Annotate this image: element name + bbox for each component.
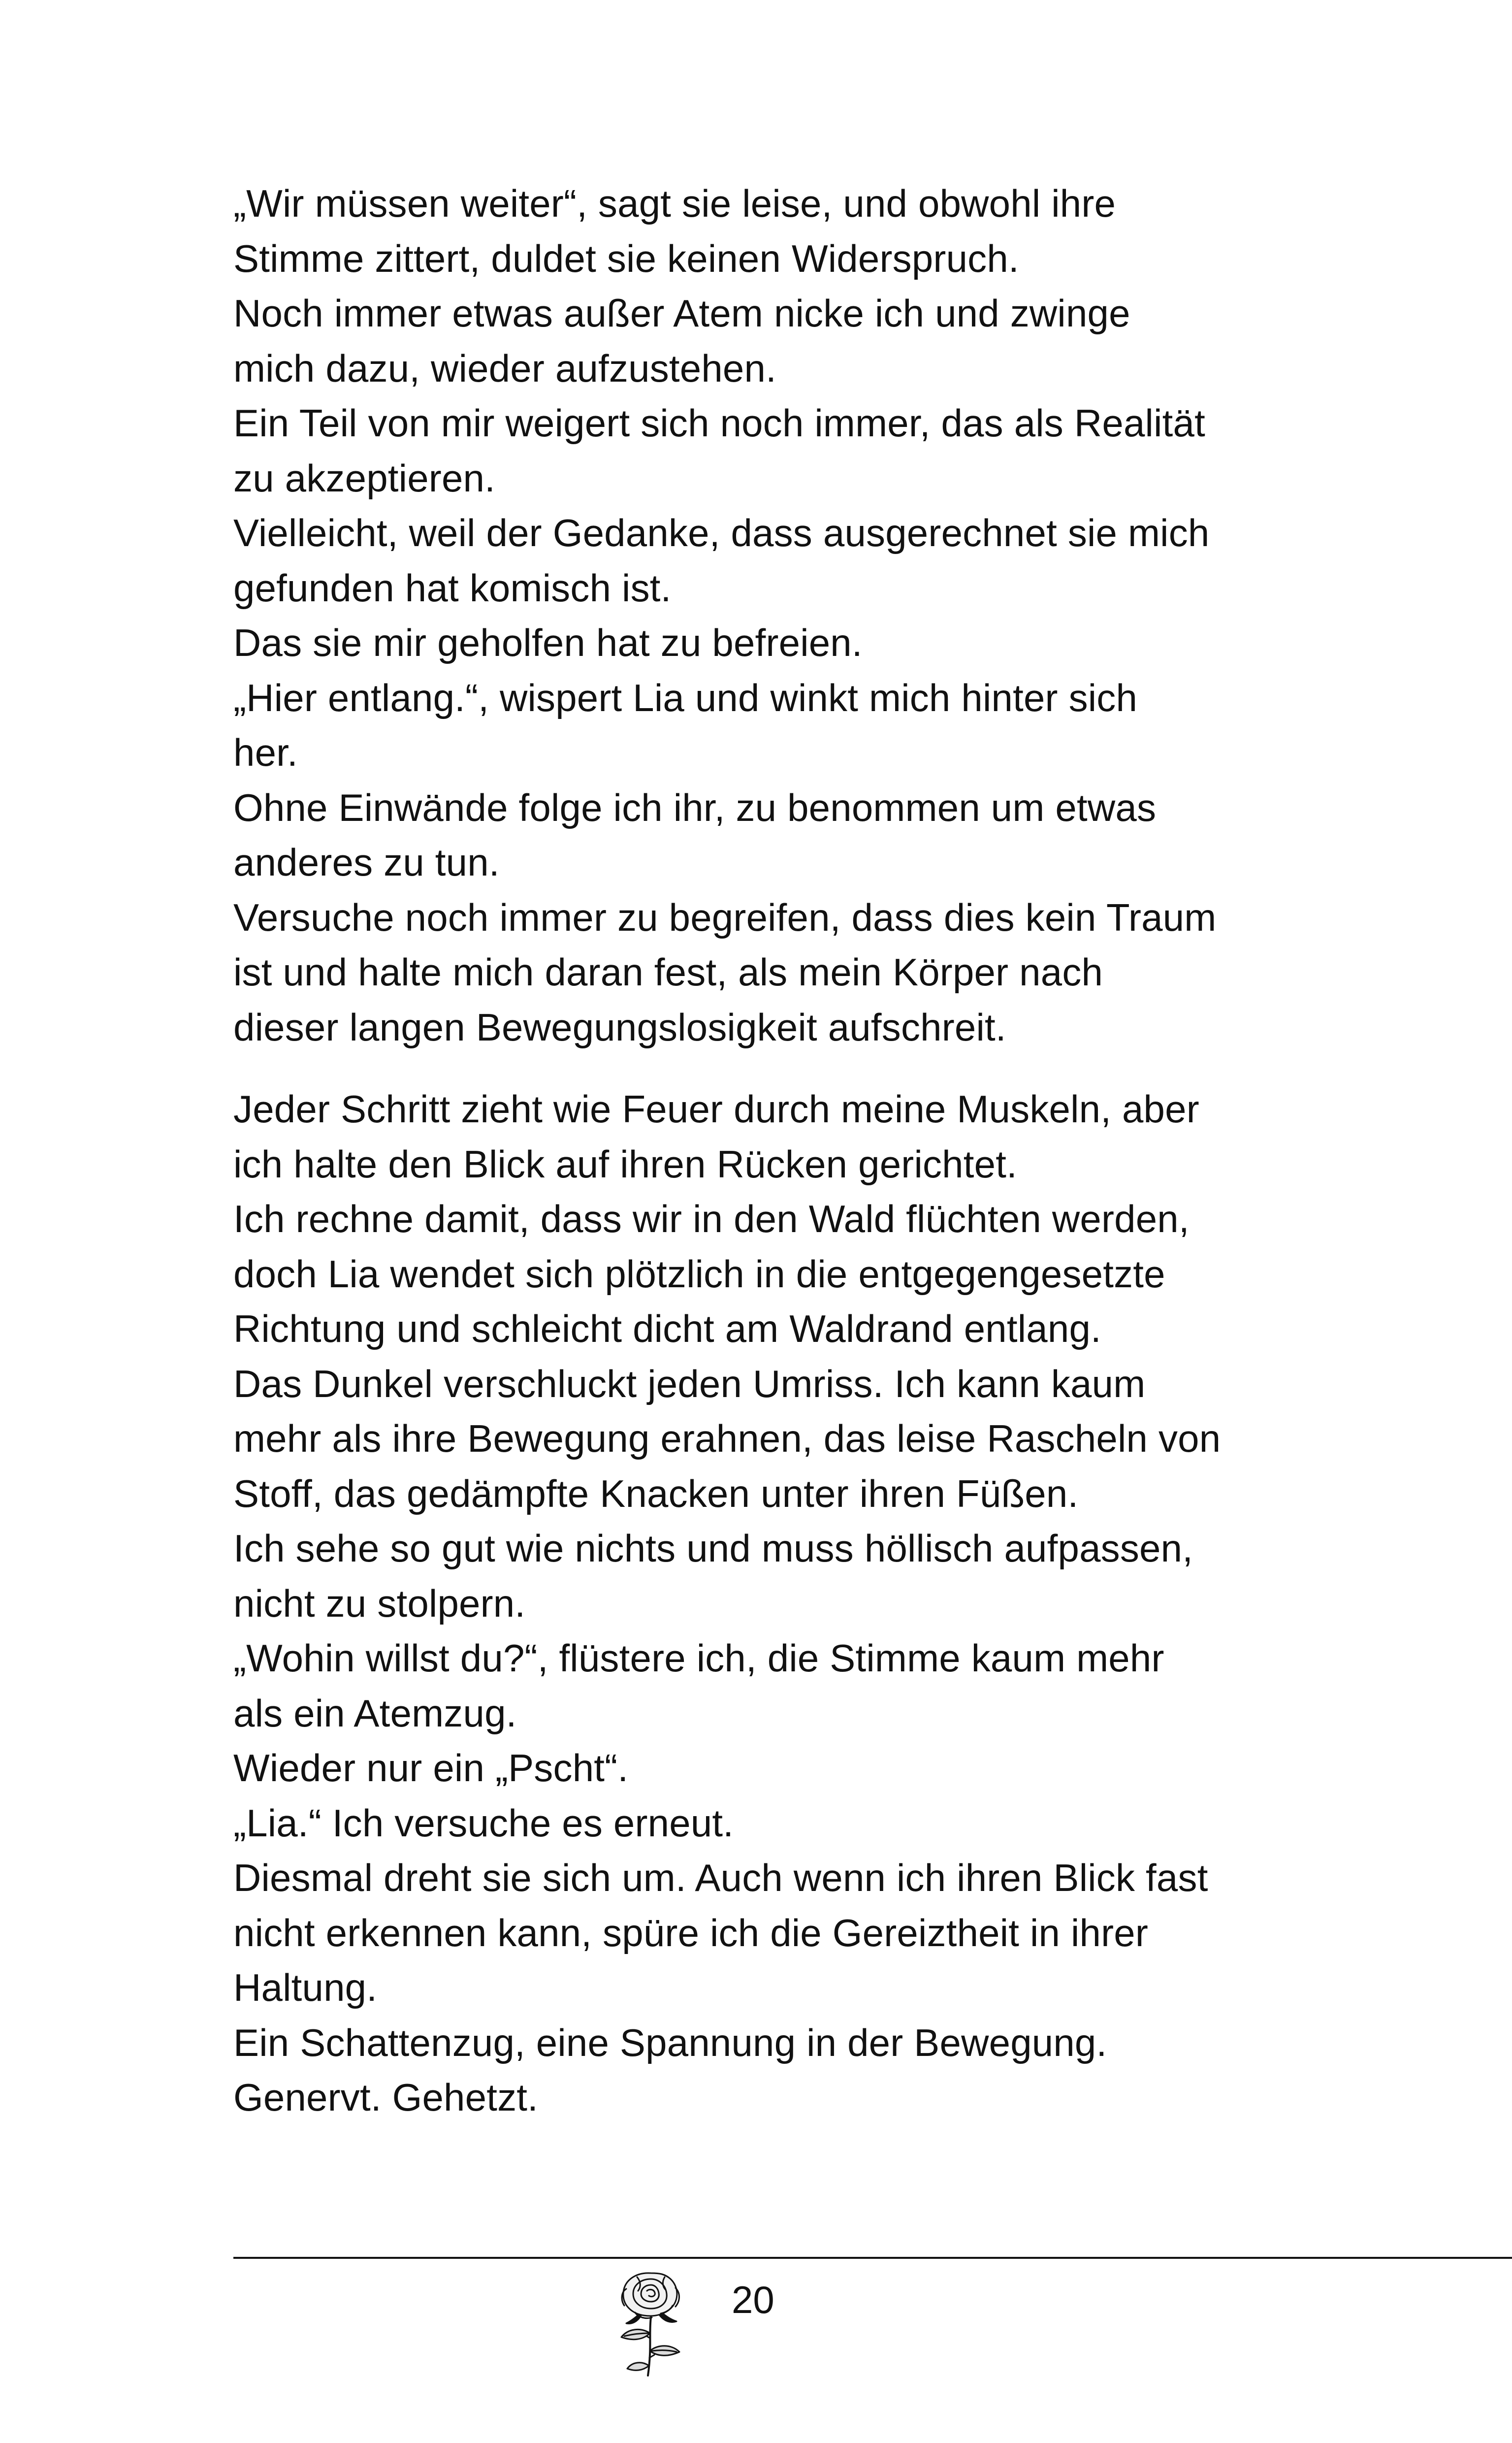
- text-line: „Wir müssen weiter“, sagt sie leise, und obwohl ihre: [233, 182, 1116, 225]
- text-line: Versuche noch immer zu begreifen, dass dies kein Traum: [233, 895, 1217, 939]
- rose-icon: [607, 2264, 695, 2378]
- text-line: ist und halte mich daran fest, als mein Körper nach: [233, 950, 1103, 994]
- text-line: Das sie mir geholfen hat zu befreien.: [233, 621, 863, 664]
- text-line: „Hier entlang.“, wispert Lia und winkt mich hinter sich: [233, 676, 1138, 719]
- text-line: „Lia.“ Ich versuche es erneut.: [233, 1801, 734, 1845]
- text-line: „Wohin willst du?“, flüstere ich, die Stimme kaum mehr: [233, 1636, 1164, 1680]
- text-line: Vielleicht, weil der Gedanke, dass ausgerechnet sie mich: [233, 511, 1210, 554]
- text-line: nicht zu stolpern.: [233, 1581, 526, 1625]
- page-number: 20: [732, 2278, 774, 2321]
- text-line: Wieder nur ein „Pscht“.: [233, 1746, 629, 1790]
- text-line: anderes zu tun.: [233, 841, 500, 884]
- text-line: Ich rechne damit, dass wir in den Wald flüchten werden,: [233, 1197, 1190, 1240]
- text-line: gefunden hat komisch ist.: [233, 566, 672, 610]
- text-line: Ich sehe so gut wie nichts und muss höllisch aufpassen,: [233, 1527, 1193, 1570]
- text-line: Diesmal dreht sie sich um. Auch wenn ich ihren Blick fast: [233, 1856, 1208, 1899]
- text-line: mehr als ihre Bewegung erahnen, das leise Rascheln von: [233, 1417, 1221, 1460]
- text-line: Genervt. Gehetzt.: [233, 2076, 539, 2119]
- footer-divider: [233, 2257, 1512, 2259]
- text-line: nicht erkennen kann, spüre ich die Gereiztheit in ihrer: [233, 1911, 1149, 1954]
- text-line: ich halte den Blick auf ihren Rücken gerichtet.: [233, 1142, 1017, 1186]
- text-line: Stoff, das gedämpfte Knacken unter ihren Füßen.: [233, 1471, 1079, 1515]
- text-line: mich dazu, wieder aufzustehen.: [233, 346, 776, 390]
- text-line: doch Lia wendet sich plötzlich in die entgegengesetzte: [233, 1252, 1165, 1296]
- text-line: Ein Schattenzug, eine Spannung in der Bewegung.: [233, 2020, 1107, 2064]
- text-line: Haltung.: [233, 1966, 378, 2009]
- text-line: Ein Teil von mir weigert sich noch immer, das als Realität: [233, 401, 1205, 445]
- paragraph-1: [233, 176, 1297, 1055]
- text-line: Jeder Schritt zieht wie Feuer durch meine Muskeln, aber: [233, 1087, 1199, 1131]
- text-line: her.: [233, 731, 298, 774]
- text-line: als ein Atemzug.: [233, 1691, 517, 1735]
- text-line: Richtung und schleicht dicht am Waldrand entlang.: [233, 1307, 1101, 1350]
- text-line: Das Dunkel verschluckt jeden Umriss. Ich kann kaum: [233, 1362, 1146, 1405]
- paragraph-2: [233, 1082, 1297, 2125]
- text-line: dieser langen Bewegungslosigkeit aufschreit.: [233, 1005, 1006, 1049]
- text-line: Noch immer etwas außer Atem nicke ich und zwinge: [233, 292, 1130, 335]
- text-line: Stimme zittert, duldet sie keinen Widerspruch.: [233, 236, 1019, 280]
- text-line: zu akzeptieren.: [233, 456, 495, 500]
- text-line: Ohne Einwände folge ich ihr, zu benommen um etwas: [233, 785, 1157, 829]
